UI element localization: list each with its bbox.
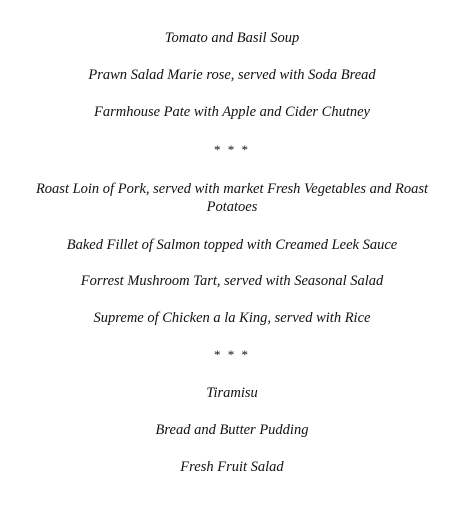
main-course-item: Supreme of Chicken a la King, served with Rice <box>93 310 371 326</box>
main-course-item: Baked Fillet of Salmon topped with Creamed Leek Sauce <box>66 237 398 253</box>
dessert-item: Tiramisu <box>206 385 258 401</box>
starter-item: Tomato and Basil Soup <box>164 30 300 46</box>
dessert-item: Fresh Fruit Salad <box>180 459 284 475</box>
starter-item: Farmhouse Pate with Apple and Cider Chutney <box>93 104 370 120</box>
section-separator: * * * <box>214 142 250 157</box>
section-separator: * * * <box>214 347 250 362</box>
starter-item: Prawn Salad Marie rose, served with Soda Bread <box>88 67 376 83</box>
dessert-item: Bread and Butter Pudding <box>155 422 309 438</box>
main-course-item: Roast Loin of Pork, served with market Fresh Vegetables and Roast Potatoes <box>35 181 429 215</box>
main-course-item: Forrest Mushroom Tart, served with Seasonal Salad <box>80 273 384 289</box>
